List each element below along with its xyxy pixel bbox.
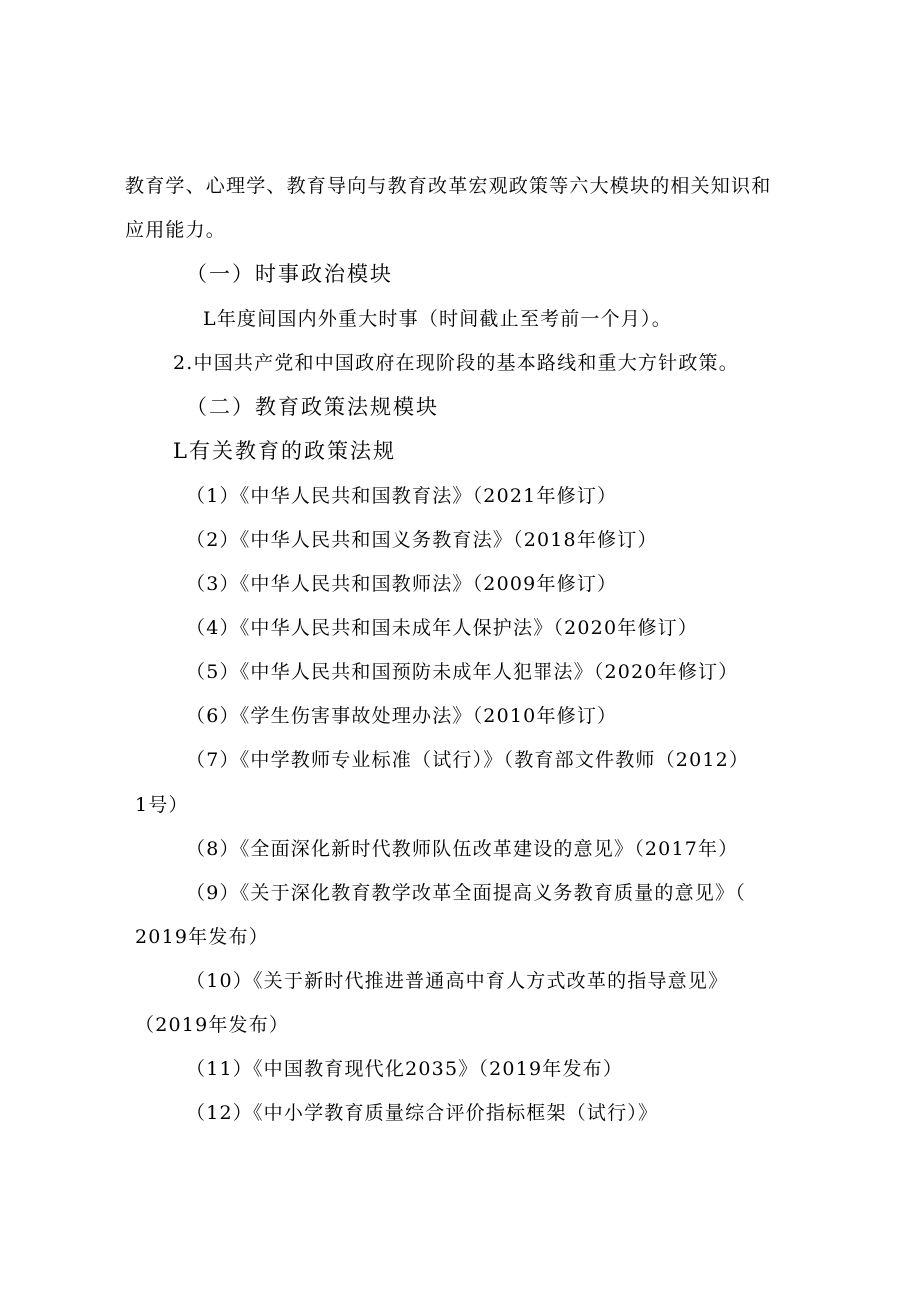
section-heading-current-affairs: （一）时事政治模块 xyxy=(186,262,393,286)
section2-subheading: L有关教育的政策法规 xyxy=(173,439,396,463)
law-item-7-continuation: 1号） xyxy=(135,794,189,816)
law-item-9: （9）《关于深化教育教学改革全面提高义务教育质量的意见》（ xyxy=(186,882,746,904)
section-heading-education-policy: （二）教育政策法规模块 xyxy=(186,395,439,419)
law-item-11: （11）《中国教育现代化2035》（2019年发布） xyxy=(186,1058,624,1080)
law-item-5: （5）《中华人民共和国预防未成年人犯罪法》（2020年修订） xyxy=(186,661,739,683)
section1-item-1: L年度间国内外重大时事（时间截止至考前一个月）。 xyxy=(203,308,672,330)
law-item-1: （1）《中华人民共和国教育法》（2021年修订） xyxy=(186,485,618,507)
intro-line-1: 教育学、心理学、教育导向与教育改革宏观政策等六大模块的相关知识和 xyxy=(125,175,772,197)
law-item-2: （2）《中华人民共和国义务教育法》（2018年修订） xyxy=(186,529,658,551)
law-item-4: （4）《中华人民共和国未成年人保护法》（2020年修订） xyxy=(186,617,699,639)
law-item-10: （10）《关于新时代推进普通高中育人方式改革的指导意见》 xyxy=(186,970,729,992)
law-item-9-continuation: 2019年发布） xyxy=(135,926,269,948)
law-item-12: （12）《中小学教育质量综合评价指标框架（试行）》 xyxy=(186,1102,659,1124)
section1-item-2: 2.中国共产党和中国政府在现阶段的基本路线和重大方针政策。 xyxy=(173,352,739,374)
law-item-6: （6）《学生伤害事故处理办法》（2010年修订） xyxy=(186,705,618,727)
law-item-3: （3）《中华人民共和国教师法》（2009年修订） xyxy=(186,573,618,595)
law-item-8: （8）《全面深化新时代教师队伍改革建设的意见》（2017年） xyxy=(186,838,739,860)
intro-line-2: 应用能力。 xyxy=(125,219,227,241)
law-item-7: （7）《中学教师专业标准（试行）》（教育部文件教师（2012） xyxy=(186,749,750,771)
law-item-10-continuation: （2019年发布） xyxy=(135,1014,290,1036)
